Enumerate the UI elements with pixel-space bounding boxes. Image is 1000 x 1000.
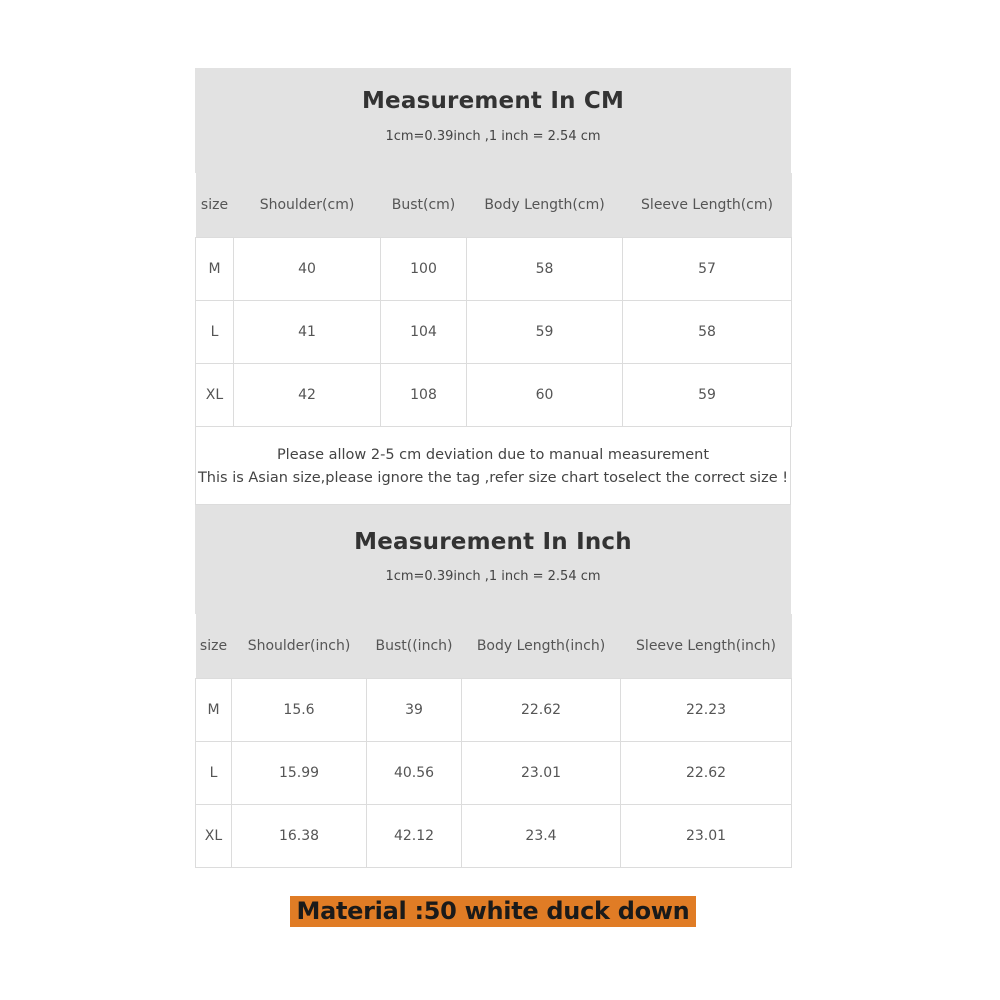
- inch-section-header: [195, 505, 791, 614]
- note-line-1: Please allow 2-5 cm deviation due to manual measurement: [276, 447, 710, 463]
- size-cell: L: [196, 301, 234, 364]
- shoulder-cell: 15.99: [232, 742, 367, 805]
- shoulder-cell: 40: [234, 238, 381, 301]
- inch-size-table: [195, 614, 792, 868]
- column-header-shoulder: Shoulder(inch): [232, 614, 367, 679]
- bust-cell: 108: [381, 364, 467, 427]
- column-header-size: size: [196, 173, 234, 238]
- body-length-cell: 23.4: [462, 805, 621, 868]
- inch-subtitle: 1cm=0.39inch ,1 inch = 2.54 cm: [385, 569, 601, 584]
- bust-cell: 42.12: [367, 805, 462, 868]
- size-cell: L: [196, 742, 232, 805]
- body-length-cell: 60: [467, 364, 623, 427]
- sleeve-length-cell: 22.62: [621, 742, 792, 805]
- sleeve-length-cell: 22.23: [621, 679, 792, 742]
- sleeve-length-cell: 59: [623, 364, 792, 427]
- material-label: Material :50 white duck down: [290, 896, 696, 927]
- sleeve-length-cell: 23.01: [621, 805, 792, 868]
- cm-size-table: [195, 173, 792, 427]
- column-header-body-length: Body Length(inch): [462, 614, 621, 679]
- table-row: [196, 364, 792, 427]
- body-length-cell: 22.62: [462, 679, 621, 742]
- column-header-bust: Bust(cm): [381, 173, 467, 238]
- size-chart: [195, 68, 791, 868]
- body-length-cell: 59: [467, 301, 623, 364]
- size-cell: XL: [196, 805, 232, 868]
- bust-cell: 104: [381, 301, 467, 364]
- table-row: [196, 301, 792, 364]
- body-length-cell: 58: [467, 238, 623, 301]
- sleeve-length-cell: 57: [623, 238, 792, 301]
- shoulder-cell: 16.38: [232, 805, 367, 868]
- table-row: [196, 238, 792, 301]
- body-length-cell: 23.01: [462, 742, 621, 805]
- size-cell: M: [196, 238, 234, 301]
- table-row: [196, 679, 792, 742]
- column-header-sleeve-length: Sleeve Length(cm): [623, 173, 792, 238]
- bust-cell: 39: [367, 679, 462, 742]
- cm-section-header: [195, 68, 791, 173]
- bust-cell: 40.56: [367, 742, 462, 805]
- table-row: [196, 742, 792, 805]
- note-line-2: This is Asian size,please ignore the tag ,refer size chart toselect the correct size !: [197, 470, 789, 486]
- size-cell: XL: [196, 364, 234, 427]
- column-header-sleeve-length: Sleeve Length(inch): [621, 614, 792, 679]
- inch-header-row: [196, 614, 792, 679]
- cm-title: Measurement In CM: [361, 88, 625, 114]
- deviation-note: [195, 427, 791, 505]
- shoulder-cell: 41: [234, 301, 381, 364]
- cm-header-row: [196, 173, 792, 238]
- table-row: [196, 805, 792, 868]
- inch-title: Measurement In Inch: [354, 529, 632, 555]
- shoulder-cell: 15.6: [232, 679, 367, 742]
- sleeve-length-cell: 58: [623, 301, 792, 364]
- column-header-shoulder: Shoulder(cm): [234, 173, 381, 238]
- size-cell: M: [196, 679, 232, 742]
- bust-cell: 100: [381, 238, 467, 301]
- shoulder-cell: 42: [234, 364, 381, 427]
- cm-subtitle: 1cm=0.39inch ,1 inch = 2.54 cm: [385, 129, 601, 144]
- column-header-size: size: [196, 614, 232, 679]
- column-header-bust: Bust((inch): [367, 614, 462, 679]
- column-header-body-length: Body Length(cm): [467, 173, 623, 238]
